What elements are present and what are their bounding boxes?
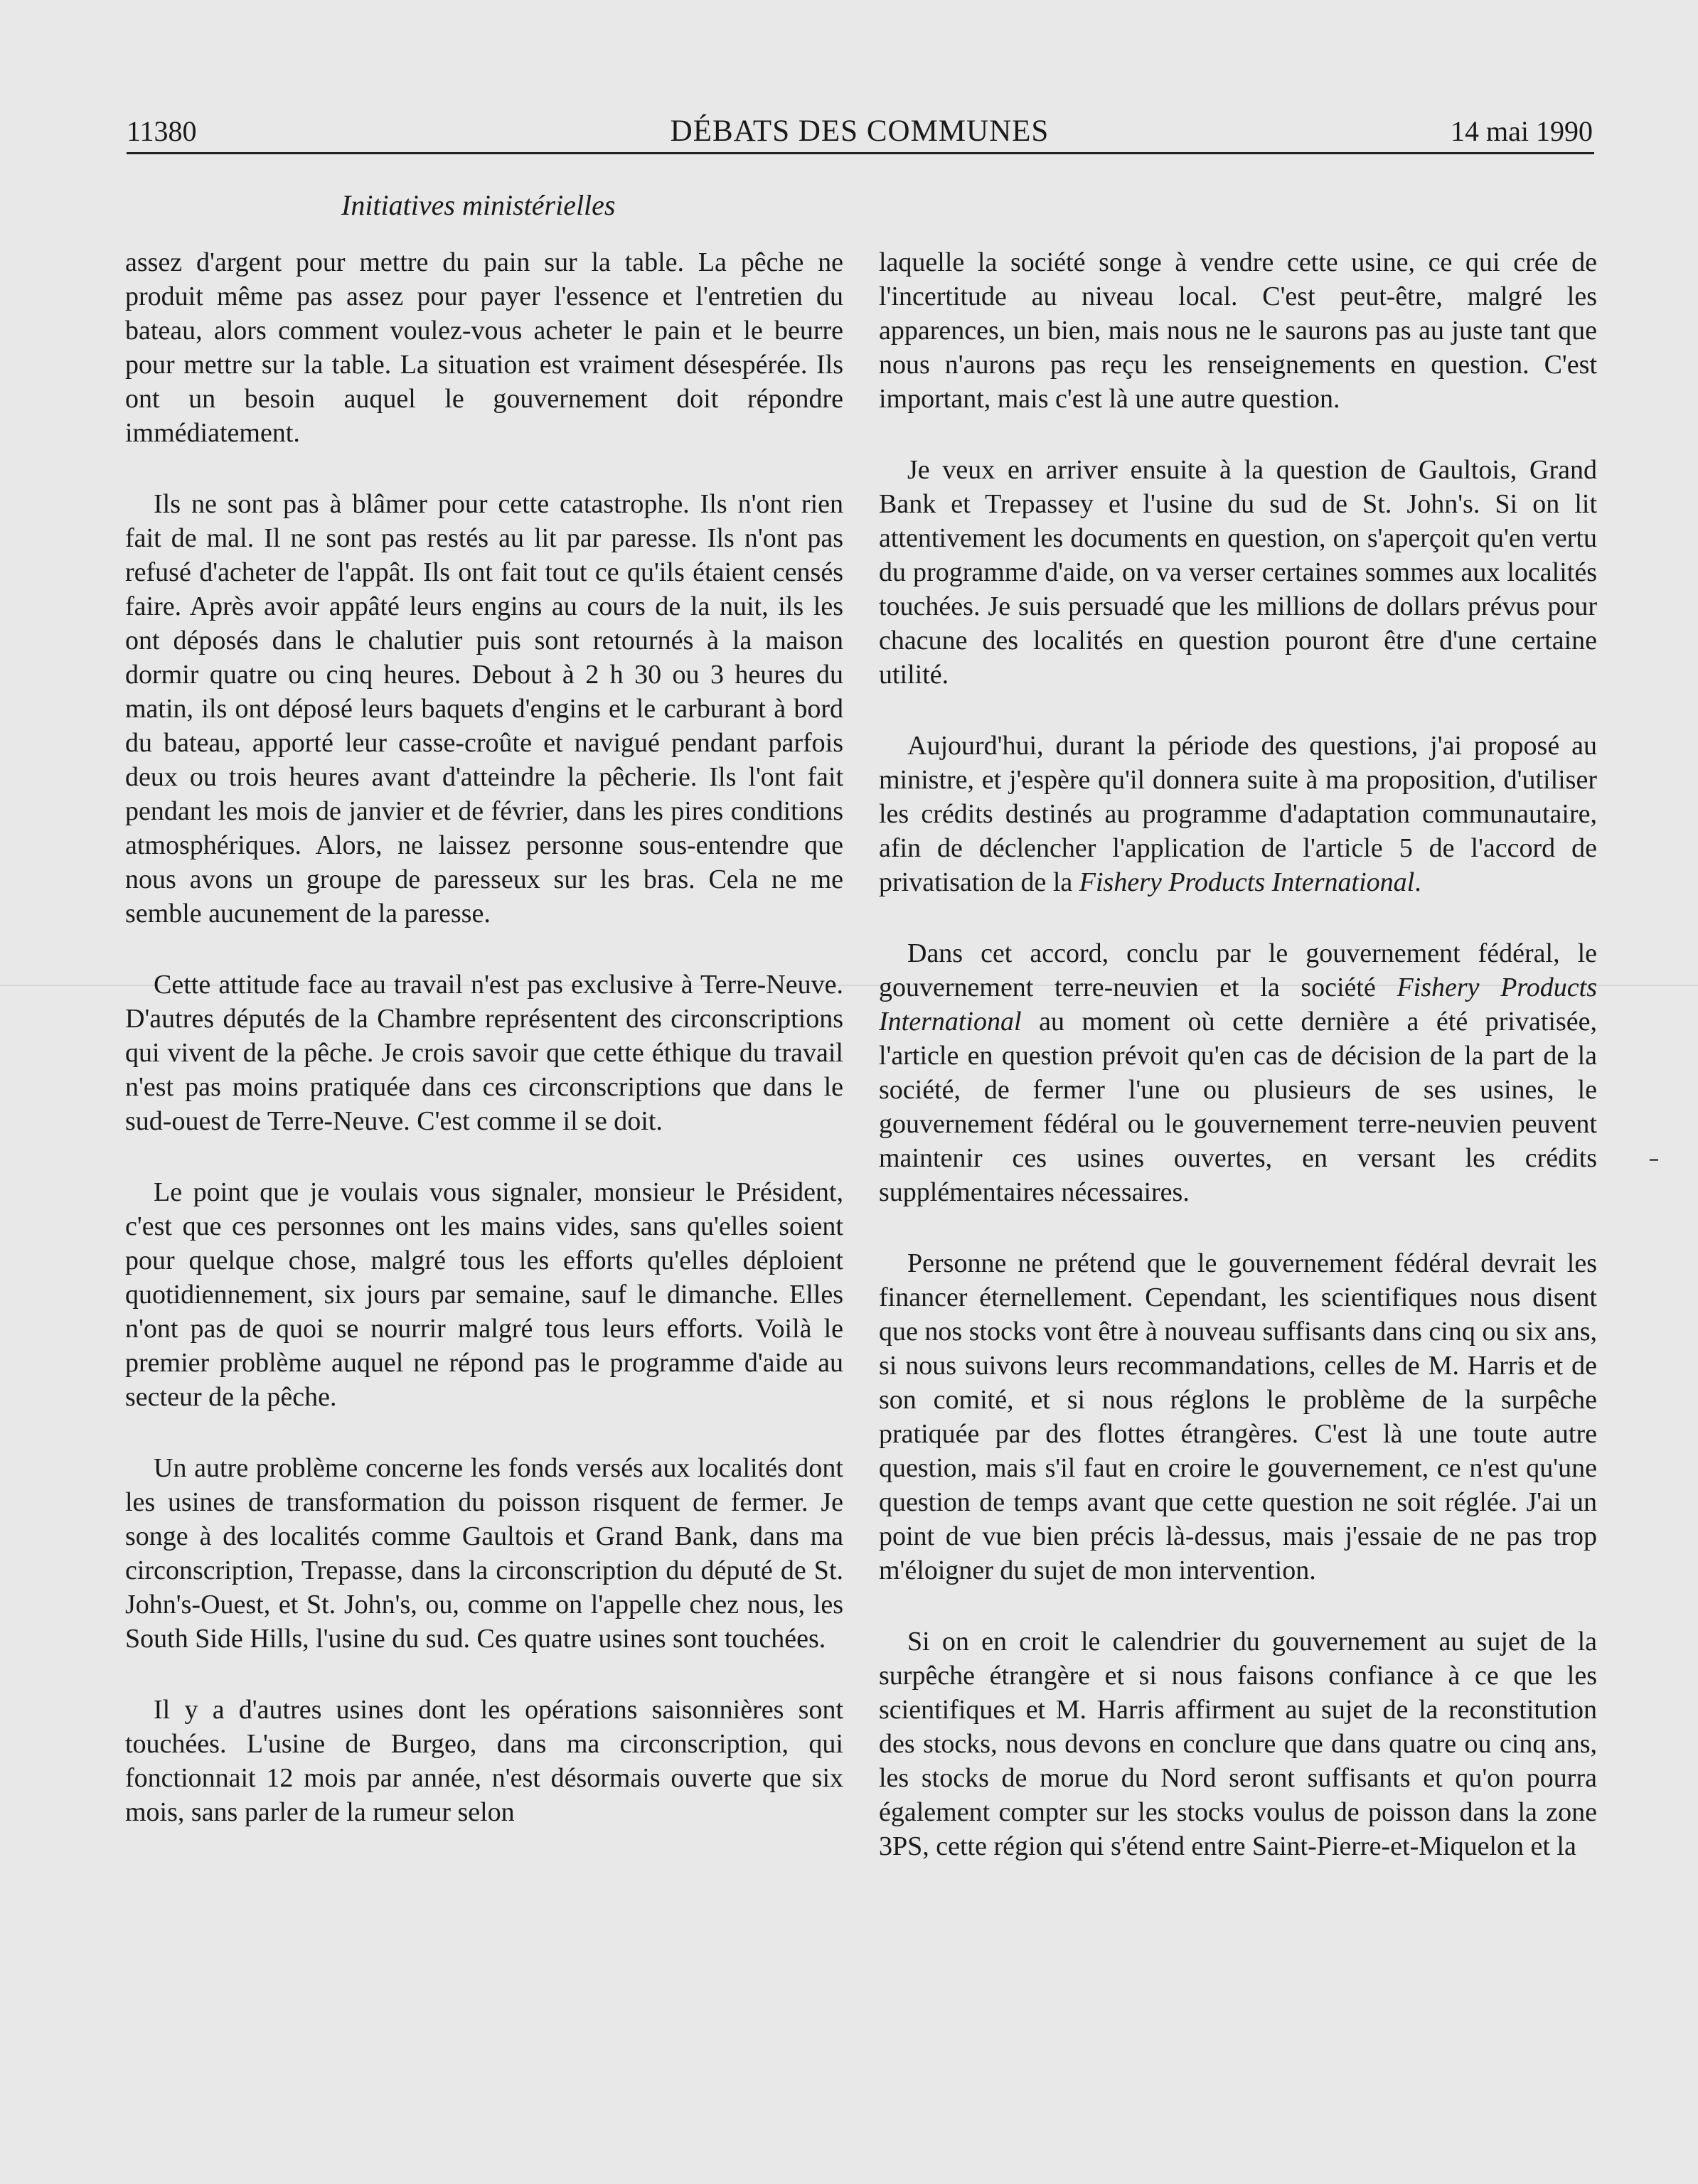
header-rule — [127, 152, 1594, 154]
paragraph: Le point que je voulais vous signaler, monsieur le Président, c'est que ces personnes ont les mains vides, sans qu'elles soient pour quelque chose, malgré tous les efforts qu'elles déploient quotidiennement, six jours par semaine, sauf le dimanche. Elles n'ont pas de quoi se nourrir malgré tous leurs efforts. Voilà le premier problème auquel ne répond pas le programme d'aide au secteur de la pêche. — [125, 1177, 843, 1412]
paragraph: Ils ne sont pas à blâmer pour cette catastrophe. Ils n'ont rien fait de mal. Il ne sont pas restés au lit par paresse. Ils n'ont pas refusé d'acheter de l'appât. Ils ont fait tout ce qu'ils étaient censés faire. Après avoir appâté leurs engins au cours de la nuit, ils les ont déposés dans le chalutier puis sont retournés à la maison dormir quatre ou cinq heures. Debout à 2 h 30 ou 3 heures du matin, ils ont déposé leurs baquets d'engins et le carburant à bord du bateau, apporté leur casse-croûte et navigué pendant parfois deux ou trois heures avant d'atteindre la pêcherie. Ils l'ont fait pendant les mois de janvier et de février, dans les pires conditions atmosphériques. Alors, ne laissez personne sous-entendre que nous avons un groupe de paresseux sur les bras. Cela ne me semble aucunement de la paresse. — [125, 489, 843, 928]
margin-mark — [1650, 1159, 1658, 1161]
left-column — [125, 245, 843, 1866]
paragraph: Cette attitude face au travail n'est pas exclusive à Terre-Neuve. D'autres députés de la Chambre représentent des circonscriptions qui vivent de la pêche. Je crois savoir que cette éthique du travail n'est pas moins pratiquée dans ces circonscriptions que dans le sud-ouest de Terre-Neuve. C'est comme il se doit. — [125, 970, 843, 1136]
section-label: Initiatives ministérielles — [341, 189, 616, 221]
paragraph: Il y a d'autres usines dont les opérations saisonnières sont touchées. L'usine de Burgeo, dans ma circonscription, qui fonctionnait 12 mois par année, n'est désormais ouverte que six mois, sans parler de la rumeur selon — [125, 1695, 843, 1827]
paragraph: Personne ne prétend que le gouvernement fédéral devrait les financer éternellement. Cependant, les scientifiques nous disent que nos stocks vont être à nouveau suffisants dans cinq ou six ans, si nous suivons leurs recommandations, celles de M. Harris et de son comité, et si nous réglons le problème de la surpêche pratiquée par des flottes étrangères. C'est là une toute autre question, mais s'il faut en croire le gouvernement, ce n'est qu'une question de temps avant que cette question ne soit réglée. J'ai un point de vue bien précis là-dessus, mais j'essaie de ne pas trop m'éloigner du sujet de mon intervention. — [879, 1248, 1597, 1585]
paragraph: Aujourd'hui, durant la période des questions, j'ai proposé au ministre, et j'espère qu'il donnera suite à ma proposition, d'utiliser les crédits destinés au programme d'adaptation communautaire, afin de déclencher l'application de l'article 5 de l'accord de privatisation de la Fishery Products International. — [879, 731, 1597, 897]
page-header — [127, 114, 1593, 156]
paragraph: laquelle la société songe à vendre cette usine, ce qui crée de l'incertitude au niveau local. C'est peut-être, malgré les apparences, un bien, mais nous ne le saurons pas au juste tant que nous n'aurons pas reçu les renseignements en question. C'est important, mais c'est là une autre question. — [879, 247, 1597, 414]
paragraph: Un autre problème concerne les fonds versés aux localités dont les usines de transformation du poisson risquent de fermer. Je songe à des localités comme Gaultois et Grand Bank, dans ma circonscription, Trepasse, dans la circonscription du député de St. John's-Ouest, et St. John's, ou, comme on l'appelle chez nous, les South Side Hills, l'usine du sud. Ces quatre usines sont touchées. — [125, 1453, 843, 1654]
publication-date: 14 mai 1990 — [1451, 115, 1593, 147]
paragraph: Si on en croit le calendrier du gouvernement au sujet de la surpêche étrangère et si nous faisons confiance à ce que les scientifiques et M. Harris affirment au sujet de la reconstitution des stocks, nous devons en conclure que dans quatre ou cinq ans, les stocks de morue du Nord seront suffisants et qu'on pourra également compter sur les stocks voulus de poisson dans la zone 3PS, cette région qui s'étend entre Saint-Pierre-et-Miquelon et la — [879, 1627, 1597, 1861]
paragraph: Dans cet accord, conclu par le gouvernement fédéral, le gouvernement terre-neuvien et la société Fishery Products International au moment où cette dernière a été privatisée, l'article en question prévoit qu'en cas de décision de la part de la société, de fermer l'une ou plusieurs de ses usines, le gouvernement fédéral ou le gouvernement terre-neuvien peuvent maintenir ces usines ouvertes, en versant les crédits supplémentaires nécessaires. — [879, 938, 1597, 1207]
paragraph: Je veux en arriver ensuite à la question de Gaultois, Grand Bank et Trepassey et l'usine du sud de St. John's. Si on lit attentivement les documents en question, on s'aperçoit qu'en vertu du programme d'aide, on va verser certaines sommes aux localités touchées. Je suis persuadé que les millions de dollars prévus pour chacune des localités en question pouront être d'une certaine utilité. — [879, 455, 1597, 690]
publication-title: DÉBATS DES COMMUNES — [670, 114, 1050, 148]
paragraph: assez d'argent pour mettre du pain sur la table. La pêche ne produit même pas assez pour payer l'essence et l'entretien du bateau, alors comment voulez-vous acheter le pain et le beurre pour mettre sur la table. La situation est vraiment désespérée. Ils ont un besoin auquel le gouvernement doit répondre immédiatement. — [125, 247, 843, 448]
page-number: 11380 — [127, 115, 197, 147]
company-name: Fishery Products International — [879, 973, 1597, 1037]
company-name: Fishery Products International — [1079, 867, 1415, 897]
right-column — [879, 245, 1597, 1900]
